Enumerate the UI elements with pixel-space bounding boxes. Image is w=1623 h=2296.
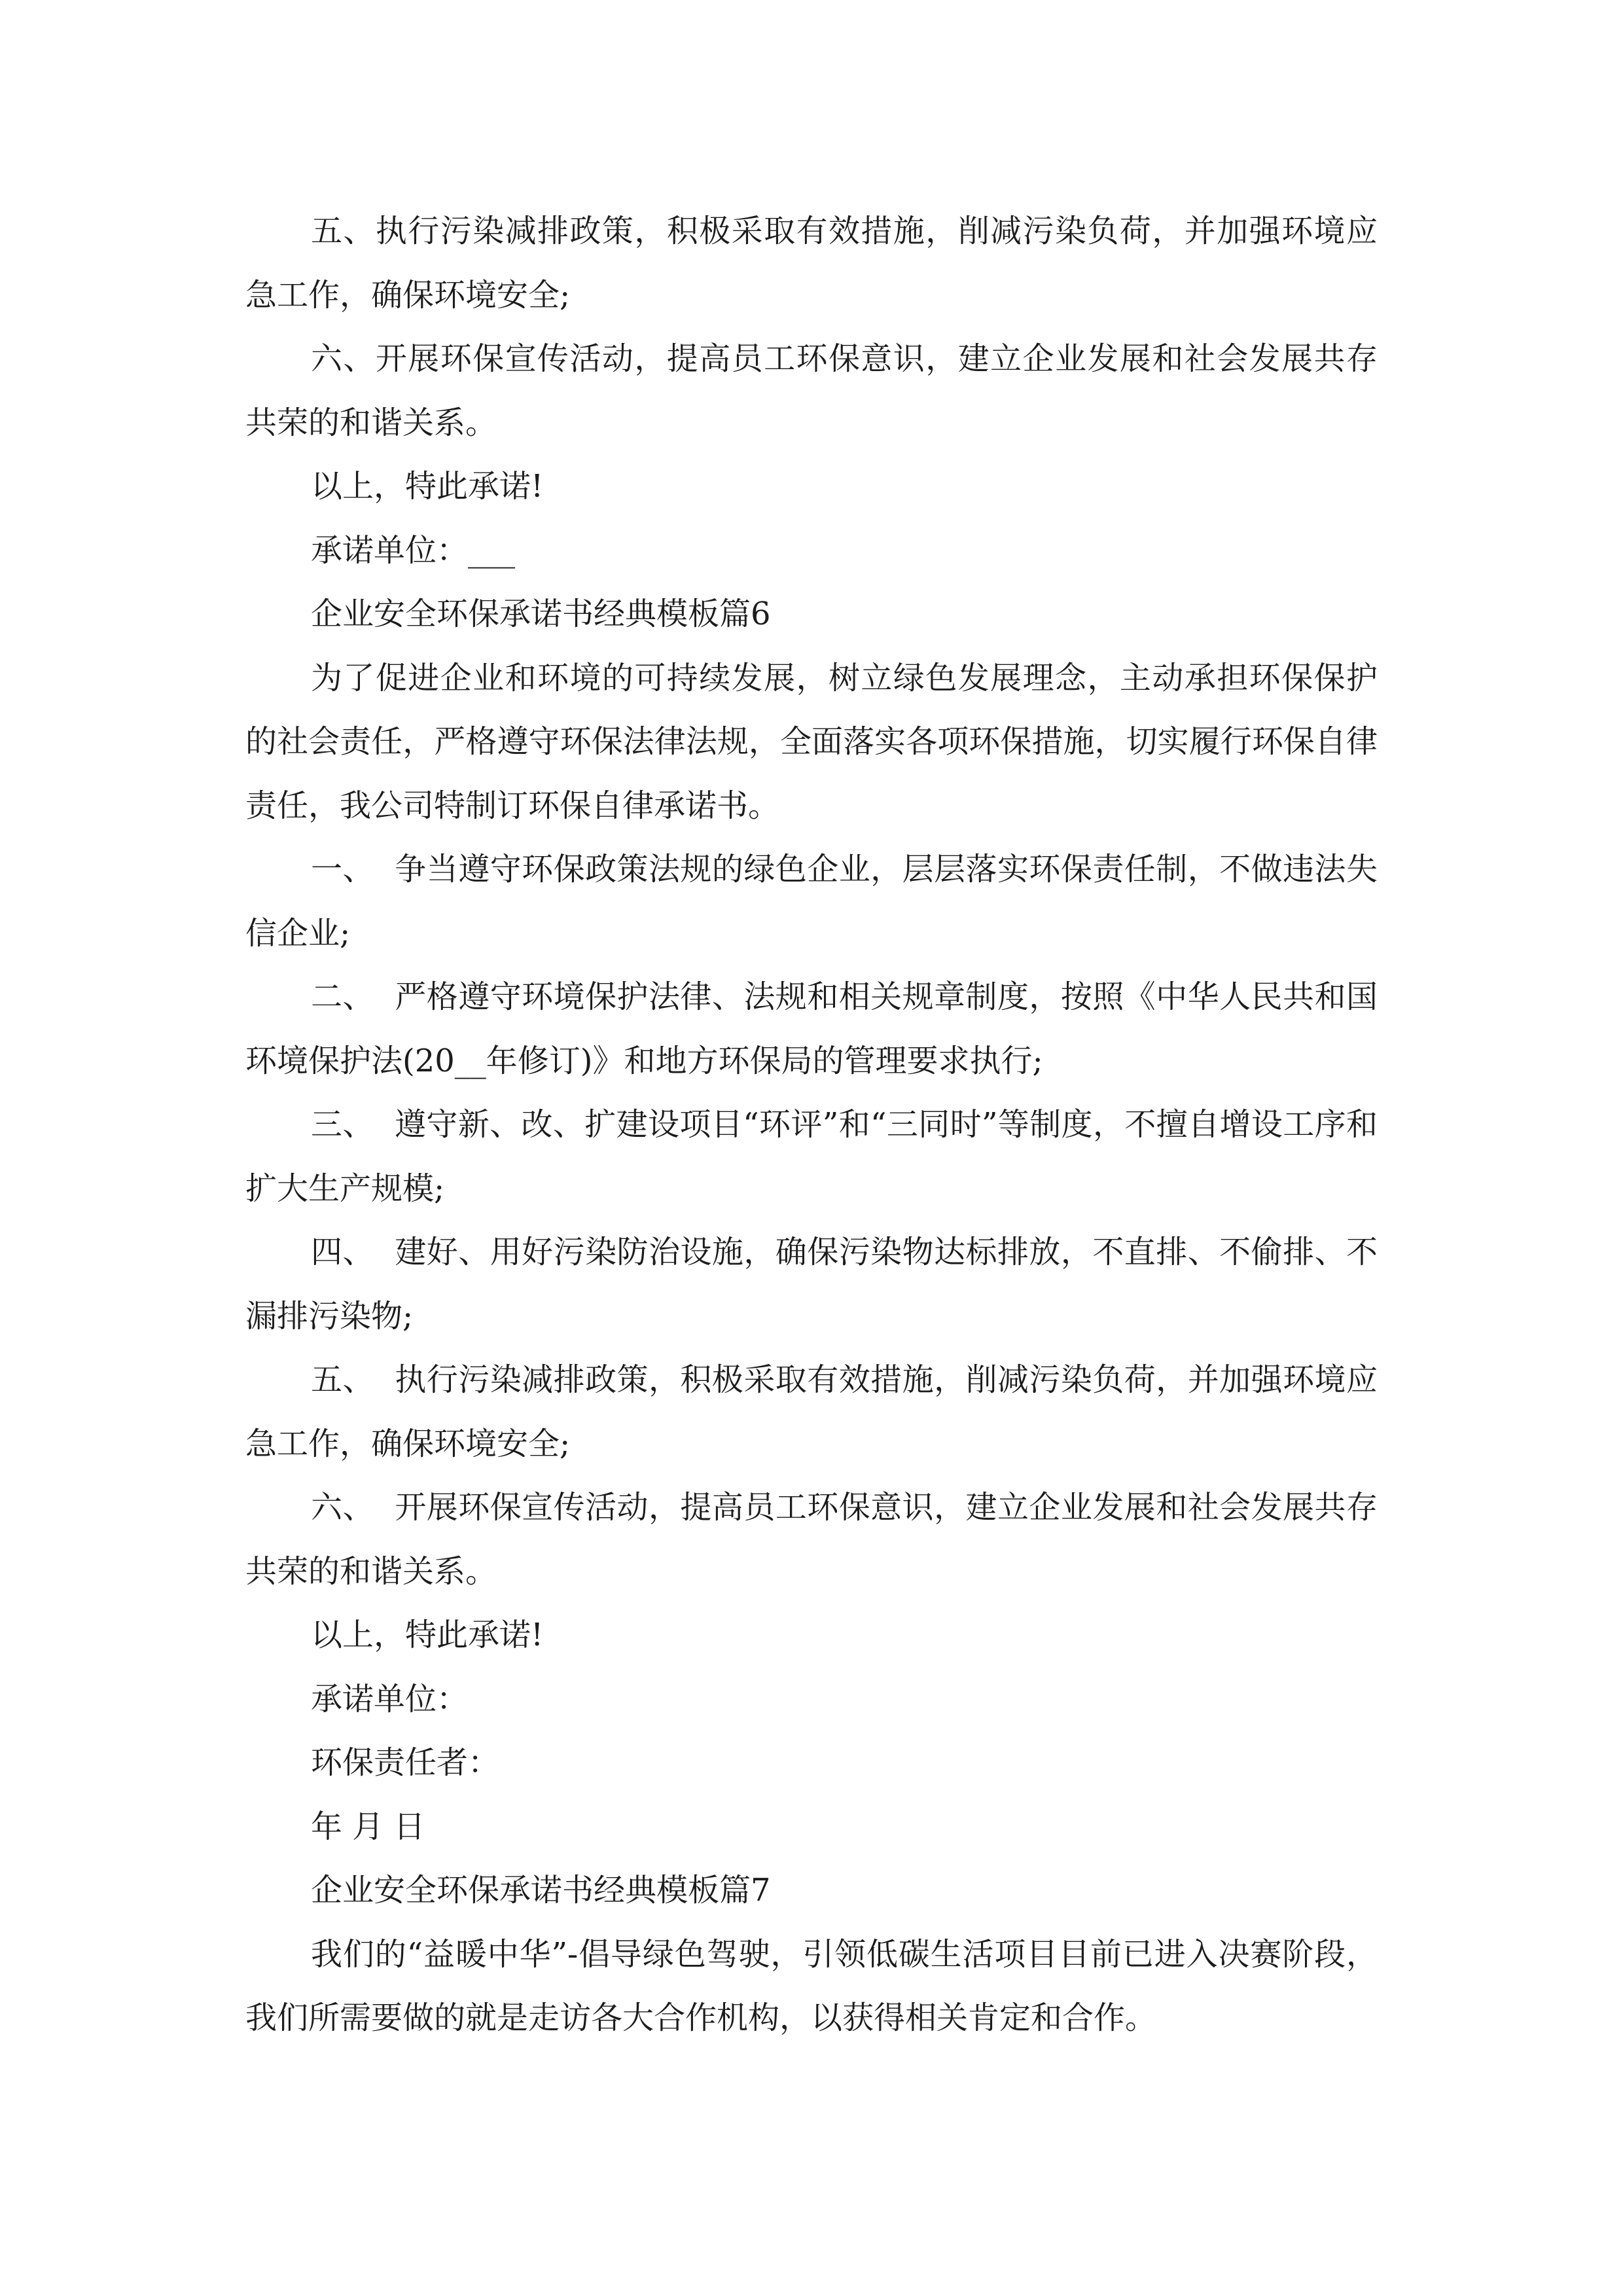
paragraph: 为了促进企业和环境的可持续发展，树立绿色发展理念，主动承担环保保护的社会责任，严格遵守环保法律法规，全面落实各项环保措施，切实履行环保自律责任，我公司特制订环保自律承诺书。 [245, 659, 1378, 824]
document-body [245, 200, 1378, 2051]
paragraph: 我们的“益暖中华”-倡导绿色驾驶，引领低碳生活项目目前已进入决赛阶段，我们所需要做的就是走访各大合作机构，以获得相关肯定和合作。 [245, 1935, 1378, 2036]
section-heading: 企业安全环保承诺书经典模板篇7 [311, 1872, 771, 1909]
list-item: 三、 遵守新、改、扩建设项目“环评”和“三同时”等制度，不擅自增设工序和扩大生产规模; [245, 1106, 1378, 1207]
list-item: 四、 建好、用好污染防治设施，确保污染物达标排放，不直排、不偷排、不漏排污染物; [245, 1234, 1378, 1335]
signature-line: 承诺单位： [311, 1680, 469, 1717]
section-heading: 企业安全环保承诺书经典模板篇6 [311, 596, 771, 632]
signature-line: 承诺单位：___ [311, 531, 516, 569]
signature-line: 环保责任者： [311, 1744, 500, 1781]
list-item: 六、 开展环保宣传活动，提高员工环保意识，建立企业发展和社会发展共存共荣的和谐关系。 [245, 1489, 1378, 1590]
list-item: 一、 争当遵守环保政策法规的绿色企业，层层落实环保责任制，不做违法失信企业; [245, 851, 1378, 952]
paragraph: 六、开展环保宣传活动，提高员工环保意识，建立企业发展和社会发展共存共荣的和谐关系。 [245, 340, 1378, 441]
list-item: 五、 执行污染减排政策，积极采取有效措施，削减污染负荷，并加强环境应急工作，确保环境安全; [245, 1361, 1378, 1462]
paragraph: 五、执行污染减排政策，积极采取有效措施，削减污染负荷，并加强环境应急工作，确保环境安全; [245, 213, 1378, 314]
paragraph: 以上，特此承诺! [311, 1617, 544, 1653]
paragraph: 以上，特此承诺! [311, 468, 544, 505]
list-item: 二、 严格遵守环境保护法律、法规和相关规章制度，按照《中华人民共和国环境保护法(20__年修订)》和地方环保局的管理要求执行; [245, 978, 1378, 1079]
date-line: 年 月 日 [311, 1808, 425, 1845]
